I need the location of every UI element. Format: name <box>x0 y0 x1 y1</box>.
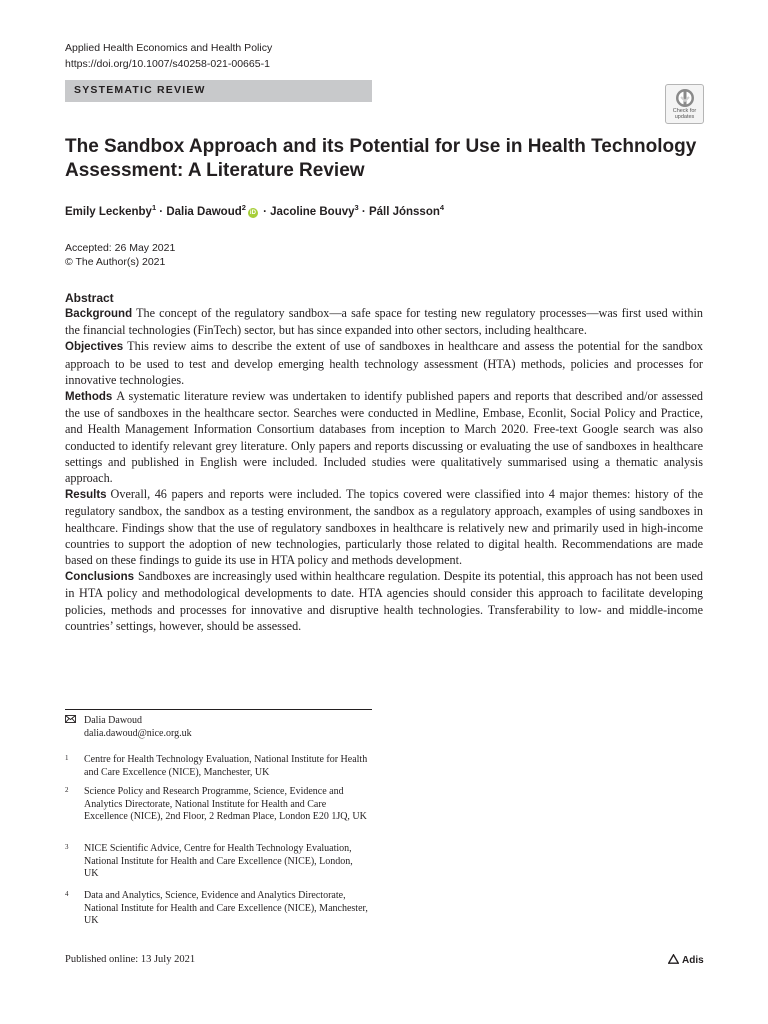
abstract-section-methods <box>65 388 703 486</box>
accepted-date: Accepted: 26 May 2021 <box>65 242 176 254</box>
correspondence-email[interactable]: dalia.dawoud@nice.org.uk <box>84 728 192 739</box>
correspondence-name: Dalia Dawoud <box>84 715 143 726</box>
abstract-text: This review aims to describe the extent of use of sandboxes in healthcare and assess the potential for the sandbox approach to be used to test and develop emerging health technology assessment (HTA) methods, policies and processes for innovative technologies. <box>65 339 703 387</box>
check-updates-line1: Check for <box>672 108 697 114</box>
affiliation-number: 2 <box>65 786 69 794</box>
abstract-label: Conclusions <box>65 571 135 584</box>
journal-header <box>65 40 272 72</box>
abstract-text: Overall, 46 papers and reports were included. The topics covered were classified into 4 major themes: history of the regulatory sandbox, the sandbox as a testing environment, the sandbox as a regulatory approach, examples of using sandboxes in healthcare. Findings show that the use of regulatory sandboxes in healthcare is relatively new and primarily used in high-income countries to support the adoption of new technologies, particularly those related to digital health. Recommendations are made based on these findings to guide its use in HTA policy and methods development. <box>65 487 703 568</box>
abstract-heading: Abstract <box>65 291 114 305</box>
adis-triangle-icon <box>668 954 679 964</box>
abstract-label: Results <box>65 489 107 502</box>
abstract-section-objectives <box>65 338 703 388</box>
affiliation-number: 1 <box>65 754 69 762</box>
footnote-divider <box>65 709 372 710</box>
affiliation-number: 4 <box>65 890 69 898</box>
affiliation-number: 3 <box>65 843 69 851</box>
journal-doi[interactable]: https://doi.org/10.1007/s40258-021-00665-1 <box>65 58 270 70</box>
author-affiliation-mark: 1 <box>151 203 157 212</box>
crossmark-icon <box>675 88 695 108</box>
published-date: Published online: 13 July 2021 <box>65 954 196 965</box>
check-updates-line2: updates <box>674 114 695 120</box>
section-band <box>65 80 372 102</box>
journal-name: Applied Health Economics and Health Policy <box>65 42 273 54</box>
abstract-text: A systematic literature review was undertaken to identify published papers and reports that described and/or assessed the use of sandboxes in the healthcare sector. Searches were conducted in Medline, Embase, Econlit, Social Policy and Practice, and Health Management Information Consortium databases from inception to March 2020. Free-text Google search was also conducted to identify relevant grey literature. Only papers and reports discussing or evaluating the use of sandboxes in healthcare settings and published in English were included. Included studies were qualitatively summarised using a thematic analysis approach. <box>65 389 703 486</box>
author-list <box>65 203 444 218</box>
abstract-section-background <box>65 305 703 338</box>
copyright-notice: © The Author(s) 2021 <box>65 256 166 268</box>
article-dates <box>65 241 175 269</box>
abstract-text: The concept of the regulatory sandbox—a safe space for testing new regulatory processes—was first used within the financial technologies (FinTech) sector, but has since expanded into other sectors, including healthcare. <box>65 306 703 338</box>
affiliation-text: Science Policy and Research Programme, Science, Evidence and Analytics Directorate, National Institute for Health and Care Excellence (NICE), 2nd Floor, 2 Redman Place, London E20 1JQ, UK <box>84 786 367 823</box>
abstract-label: Objectives <box>65 341 124 354</box>
abstract-section-results <box>65 486 703 568</box>
author-name[interactable]: Jacoline Bouvy <box>270 205 355 218</box>
author-separator: · <box>259 205 271 218</box>
orcid-icon[interactable]: iD <box>249 209 256 216</box>
publisher-logo[interactable] <box>668 954 704 966</box>
author-separator: · <box>358 205 369 218</box>
author-name[interactable]: Páll Jónsson <box>368 205 440 218</box>
author-separator: · <box>156 205 167 218</box>
check-for-updates-badge[interactable] <box>665 84 704 124</box>
abstract-label: Methods <box>65 391 113 404</box>
article-title: The Sandbox Approach and its Potential for Use in Health Technology Assessment: A Literature Review <box>65 136 697 181</box>
author-name[interactable]: Emily Leckenby <box>65 205 152 218</box>
author-name[interactable]: Dalia Dawoud <box>166 205 242 218</box>
author-affiliation-mark: 3 <box>354 203 359 212</box>
author-affiliation-mark: 4 <box>439 203 445 212</box>
affiliation-text: Centre for Health Technology Evaluation, National Institute for Health and Care Excellence (NICE), Manchester, UK <box>84 754 368 778</box>
envelope-icon <box>65 715 76 723</box>
affiliation-text: Data and Analytics, Science, Evidence and Analytics Directorate, National Institute for Health and Care Excellence (NICE), Manchester, UK <box>84 890 368 927</box>
abstract-text: Sandboxes are increasingly used within healthcare regulation. Despite its potential, this approach has not been used in HTA policy and methodological developments to date. HTA agencies should consider this approach to facilitate developing policies, methods and processes for innovative and disruptive health technologies. Transferability to low- and middle-income countries’ settings, however, should be assessed. <box>65 569 703 633</box>
abstract-label: Background <box>65 308 133 320</box>
affiliation-text: NICE Scientific Advice, Centre for Health Technology Evaluation, National Institute for Health and Care Excellence (NICE), London, UK <box>84 843 353 880</box>
author-affiliation-mark: 2 <box>241 203 246 212</box>
section-label: SYSTEMATIC REVIEW <box>74 84 206 96</box>
publisher-name: Adis <box>682 955 704 966</box>
abstract-body <box>65 305 703 634</box>
abstract-section-conclusions <box>65 568 703 634</box>
